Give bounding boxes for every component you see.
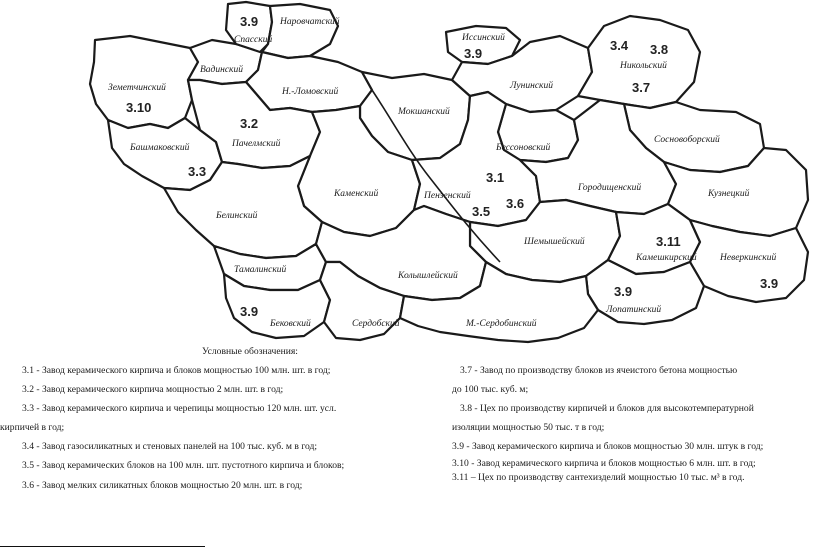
region-label-p-lomovsky: Н.-Ломовский xyxy=(282,87,339,97)
region-label-belinsky: Белинский xyxy=(216,211,258,221)
region-label-tamalinsky: Тамалинский xyxy=(234,265,287,275)
region-label-bessonovsky: Бессоновский xyxy=(496,143,551,153)
marker-3-10: 3.10 xyxy=(126,100,152,115)
legend-item-3-8-cont: изоляции мощностью 50 тыс. т в год; xyxy=(452,422,605,433)
region-label-nikolsky: Никольский xyxy=(620,61,667,71)
region-label-penzensky: Пензенский xyxy=(424,191,471,201)
footnote-separator xyxy=(0,546,205,547)
region-narovchatsky xyxy=(262,4,338,58)
legend xyxy=(0,346,826,516)
legend-item-3-10: 3.10 - Завод керамического кирпича и блоков мощностью 6 млн. шт. в год; xyxy=(452,458,756,469)
legend-item-3-3-cont: кирпичей в год; xyxy=(0,422,65,433)
region-label-zemetchinsky: Земетчинский xyxy=(108,83,166,93)
region-label-narovchatsky: Наровчатский xyxy=(280,17,340,27)
marker-3-5: 3.5 xyxy=(472,204,491,219)
region-label-sosnovoborsky: Сосновоборский xyxy=(654,135,720,145)
legend-item-3-6: 3.6 - Завод мелких силикатных блоков мощностью 20 млн. шт. в год; xyxy=(22,480,303,491)
region-label-kolyshleysky: Колышлейский xyxy=(398,271,458,281)
legend-item-3-5: 3.5 - Завод керамических блоков на 100 млн. шт. пустотного кирпича и блоков; xyxy=(22,460,345,471)
region-label-kamensky: Каменский xyxy=(334,189,379,199)
marker-3-4: 3.4 xyxy=(610,38,629,53)
marker-3-9-bekovsky: 3.9 xyxy=(240,304,259,319)
region-label-serdobsky: Сердобский xyxy=(352,319,400,329)
marker-3-7: 3.7 xyxy=(632,80,651,95)
legend-item-3-7-cont: до 100 тыс. куб. м; xyxy=(452,384,529,395)
marker-3-9-neverkinsky: 3.9 xyxy=(760,276,779,291)
region-label-kameshkirsky: Камешкирский xyxy=(636,253,697,263)
legend-title: Условные обозначения: xyxy=(202,346,298,357)
region-label-kuznetsky: Кузнецкий xyxy=(708,189,750,199)
region-label-neverkinsky: Неверкинский xyxy=(720,253,777,263)
legend-item-3-4: 3.4 - Завод газосиликатных и стеновых панелей на 100 тыс. куб. м в год; xyxy=(22,441,318,452)
marker-3-1: 3.1 xyxy=(486,170,505,185)
legend-item-3-9: 3.9 - Завод керамического кирпича и блоков мощностью 30 млн. штук в год; xyxy=(452,441,764,452)
region-label-vadinsky: Вадинский xyxy=(200,65,243,75)
legend-item-3-2: 3.2 - Завод керамического кирпича мощностью 2 млн. шт. в год; xyxy=(22,384,284,395)
legend-item-3-1: 3.1 - Завод керамического кирпича и блоков мощностью 100 млн. шт. в год; xyxy=(22,365,331,376)
marker-3-3: 3.3 xyxy=(188,164,207,179)
legend-item-3-3: 3.3 - Завод керамического кирпича и черепицы мощностью 120 млн. шт. усл. xyxy=(22,403,337,414)
region-label-bashmakovsky: Башмаковский xyxy=(130,143,190,153)
region-label-pachelmsky: Пачелмский xyxy=(232,139,281,149)
marker-3-11: 3.11 xyxy=(656,234,681,249)
marker-3-9-issinsky: 3.9 xyxy=(464,46,483,61)
region-label-bekovsky: Бековский xyxy=(270,319,311,329)
legend-item-3-7: 3.7 - Завод по производству блоков из ячеистого бетона мощностью xyxy=(460,365,738,376)
region-label-issinsky: Иссинский xyxy=(462,33,505,43)
legend-item-3-8: 3.8 - Цех по производству кирпичей и блоков для высокотемпературной xyxy=(460,403,754,414)
marker-3-6: 3.6 xyxy=(506,196,525,211)
marker-3-9-spassky: 3.9 xyxy=(240,14,259,29)
region-label-mokshansky: Мокшанский xyxy=(398,107,450,117)
region-label-spassky: Спасский xyxy=(234,35,273,45)
region-label-m-serdobinsky: М.-Сердобинский xyxy=(466,319,537,329)
region-label-shemysheysky: Шемышейский xyxy=(524,237,585,247)
marker-3-8: 3.8 xyxy=(650,42,669,57)
marker-3-2: 3.2 xyxy=(240,116,259,131)
region-label-lunindky: Лунинский xyxy=(510,81,553,91)
region-label-gorodishchensky: Городищенский xyxy=(578,183,642,193)
region-label-lopatinsky: Лопатинский xyxy=(606,305,662,315)
legend-item-3-11: 3.11 – Цех по производству сантехизделий мощностью 10 тыс. м³ в год. xyxy=(452,472,745,483)
marker-3-9-lopatinsky: 3.9 xyxy=(614,284,633,299)
